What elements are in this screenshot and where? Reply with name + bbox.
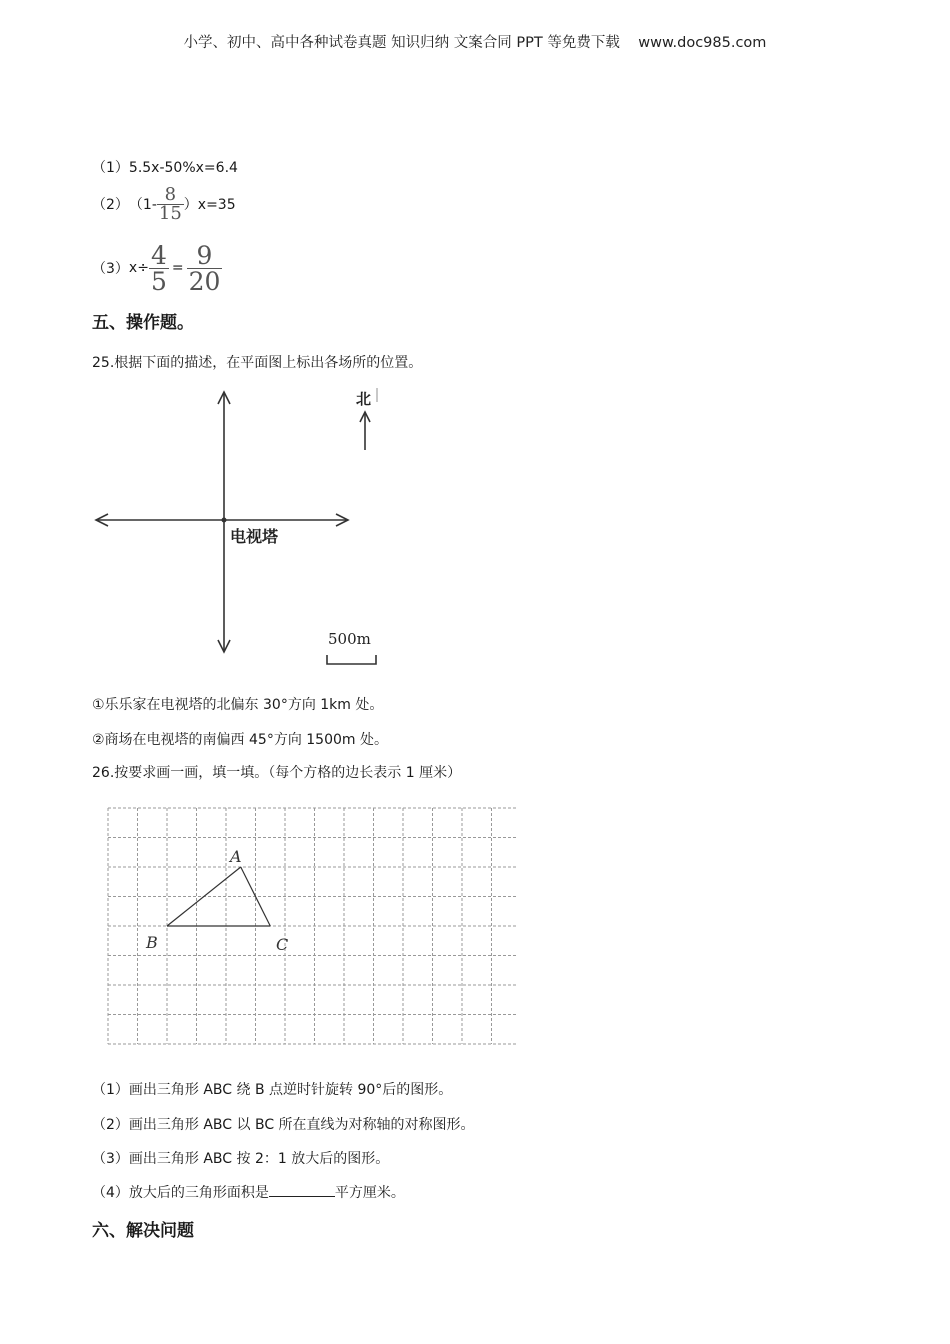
equals-sign: =	[171, 260, 184, 276]
north-label: 北	[356, 390, 372, 408]
question-26-text: 26.按要求画一画，填一填。（每个方格的边长表示 1 厘米）	[92, 765, 462, 781]
equation-2-suffix: ）x=35	[183, 197, 236, 213]
equation-1-text: 5.5x-50%x=6.4	[128, 160, 238, 176]
equation-2-label: （2）	[92, 197, 129, 213]
q26-item-3: （3）画出三角形 ABC 按 2：1 放大后的图形。	[92, 1151, 390, 1167]
tv-tower-label: 电视塔	[230, 527, 279, 546]
vertex-label-a: A	[230, 847, 242, 866]
section-5-title: 五、操作题。	[92, 313, 194, 333]
section-6-title: 六、解决问题	[92, 1221, 194, 1241]
vertex-label-c: C	[276, 935, 289, 954]
equation-2	[92, 184, 236, 224]
fraction-denominator: 15	[158, 202, 182, 224]
q26-item-4-suffix: 平方厘米。	[334, 1185, 405, 1201]
fraction-numerator: 4	[150, 240, 167, 270]
fraction-8-15	[157, 183, 184, 224]
equation-1	[92, 157, 238, 177]
header-text: 小学、初中、高中各种试卷真题 知识归纳 文案合同 PPT 等免费下载	[183, 35, 620, 51]
page-header	[0, 31, 950, 52]
header-url[interactable]: www.doc985.com	[638, 35, 767, 51]
fraction-numerator: 8	[164, 183, 177, 205]
q26-item-4-prefix: （4）放大后的三角形面积是	[92, 1185, 269, 1201]
q26-item-1: （1）画出三角形 ABC 绕 B 点逆时针旋转 90°后的图形。	[92, 1082, 453, 1098]
answer-blank[interactable]	[269, 1195, 335, 1197]
fraction-numerator: 9	[196, 240, 213, 270]
question-25-text: 25.根据下面的描述，在平面图上标出各场所的位置。	[92, 355, 423, 371]
equation-3-prefix: x÷	[128, 260, 149, 276]
equation-1-label: （1）	[92, 160, 129, 176]
equation-3	[92, 242, 222, 294]
fraction-9-20	[187, 240, 223, 296]
scale-bar	[327, 655, 376, 664]
q26-item-2: （2）画出三角形 ABC 以 BC 所在直线为对称轴的对称图形。	[92, 1117, 475, 1133]
grid-diagram	[104, 804, 516, 1048]
fraction-denominator: 5	[150, 266, 167, 296]
tv-tower-point	[222, 518, 227, 523]
q26-item-4	[92, 1182, 405, 1202]
q25-item-1: ①乐乐家在电视塔的北偏东 30°方向 1km 处。	[92, 697, 384, 713]
fraction-denominator: 20	[188, 266, 221, 296]
equation-2-prefix: （1-	[128, 197, 157, 213]
scale-label: 500m	[328, 630, 371, 648]
fraction-4-5	[149, 240, 169, 296]
map-diagram	[90, 382, 400, 672]
vertex-label-b: B	[146, 933, 158, 952]
equation-3-label: （3）	[92, 261, 129, 277]
q25-item-2: ②商场在电视塔的南偏西 45°方向 1500m 处。	[92, 732, 388, 748]
